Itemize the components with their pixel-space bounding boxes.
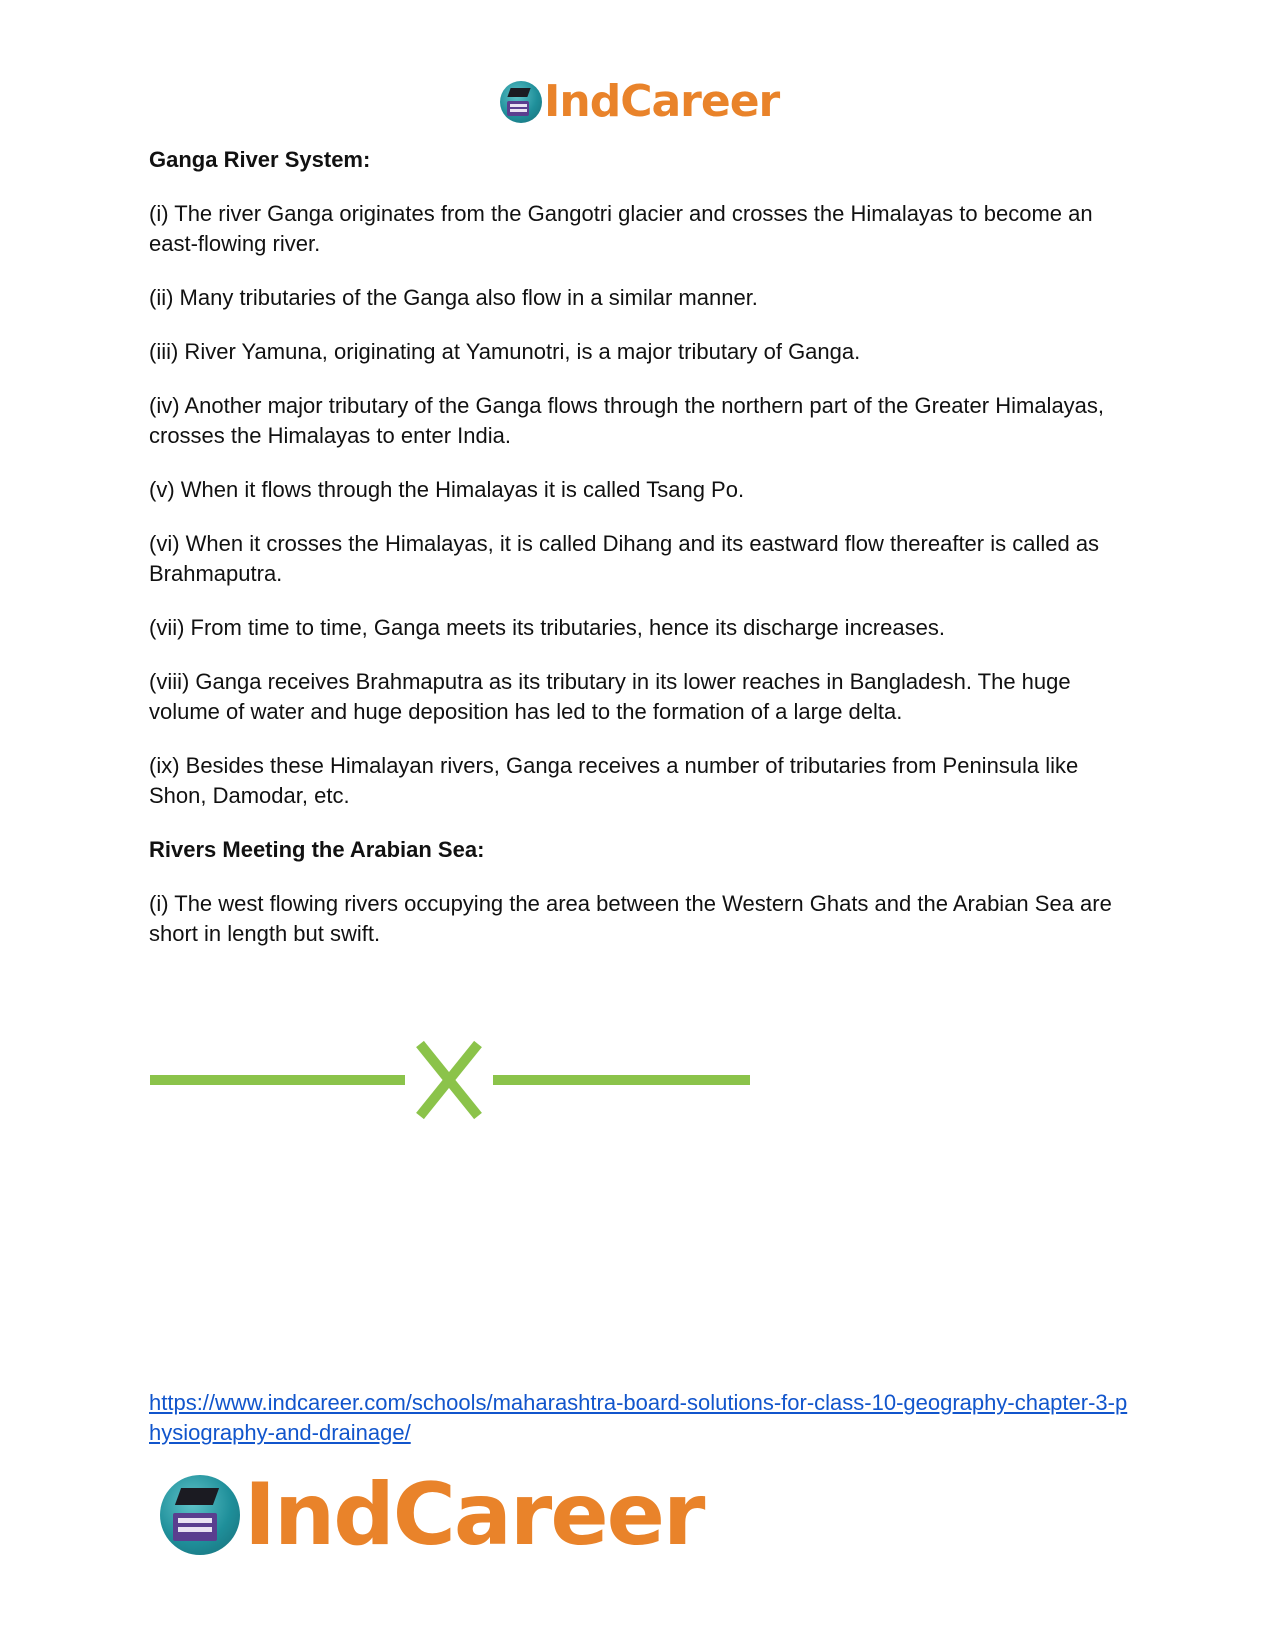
paragraph: (vi) When it crosses the Himalayas, it is called Dihang and its eastward flow thereafter is called as Brahmaputra.: [149, 531, 1100, 586]
source-link[interactable]: https://www.indcareer.com/schools/maharashtra-board-solutions-for-class-10-geography-chapter-3-physiography-and-drainage/: [149, 1390, 1128, 1445]
paragraph: (i) The river Ganga originates from the Gangotri glacier and crosses the Himalayas to become an east-flowing river.: [149, 201, 1093, 256]
graduation-cap-book-icon: [500, 81, 542, 123]
paragraph: (v) When it flows through the Himalayas it is called Tsang Po.: [149, 477, 745, 502]
paragraph: (i) The west flowing rivers occupying the area between the Western Ghats and the Arabian Sea are short in length but swift.: [149, 891, 1112, 946]
paragraph: (viii) Ganga receives Brahmaputra as its tributary in its lower reaches in Bangladesh. The huge volume of water and huge deposition has led to the formation of a large delta.: [149, 669, 1071, 724]
paragraph: (iv) Another major tributary of the Ganga flows through the northern part of the Greater Himalayas, crosses the Himalayas to enter India.: [149, 393, 1105, 448]
footer-logo: [160, 1465, 704, 1565]
section-rivers-arabian-sea: [149, 835, 1129, 949]
logo-text: IndCareer: [244, 1465, 704, 1565]
section-ganga-river-system: [149, 145, 1129, 811]
graduation-cap-book-icon: [160, 1475, 240, 1555]
cross-icon: [420, 1044, 478, 1116]
section-heading: Rivers Meeting the Arabian Sea:: [149, 837, 485, 862]
document-body: [149, 145, 1129, 973]
section-divider: [150, 1040, 750, 1120]
section-heading: Ganga River System:: [149, 147, 371, 172]
paragraph: (ii) Many tributaries of the Ganga also flow in a similar manner.: [149, 285, 758, 310]
paragraph: (ix) Besides these Himalayan rivers, Ganga receives a number of tributaries from Peninsula like Shon, Damodar, etc.: [149, 753, 1079, 808]
paragraph: (iii) River Yamuna, originating at Yamunotri, is a major tributary of Ganga.: [149, 339, 861, 364]
paragraph: (vii) From time to time, Ganga meets its tributaries, hence its discharge increases.: [149, 615, 945, 640]
logo-text: IndCareer: [544, 76, 780, 127]
header-logo: [500, 76, 780, 127]
